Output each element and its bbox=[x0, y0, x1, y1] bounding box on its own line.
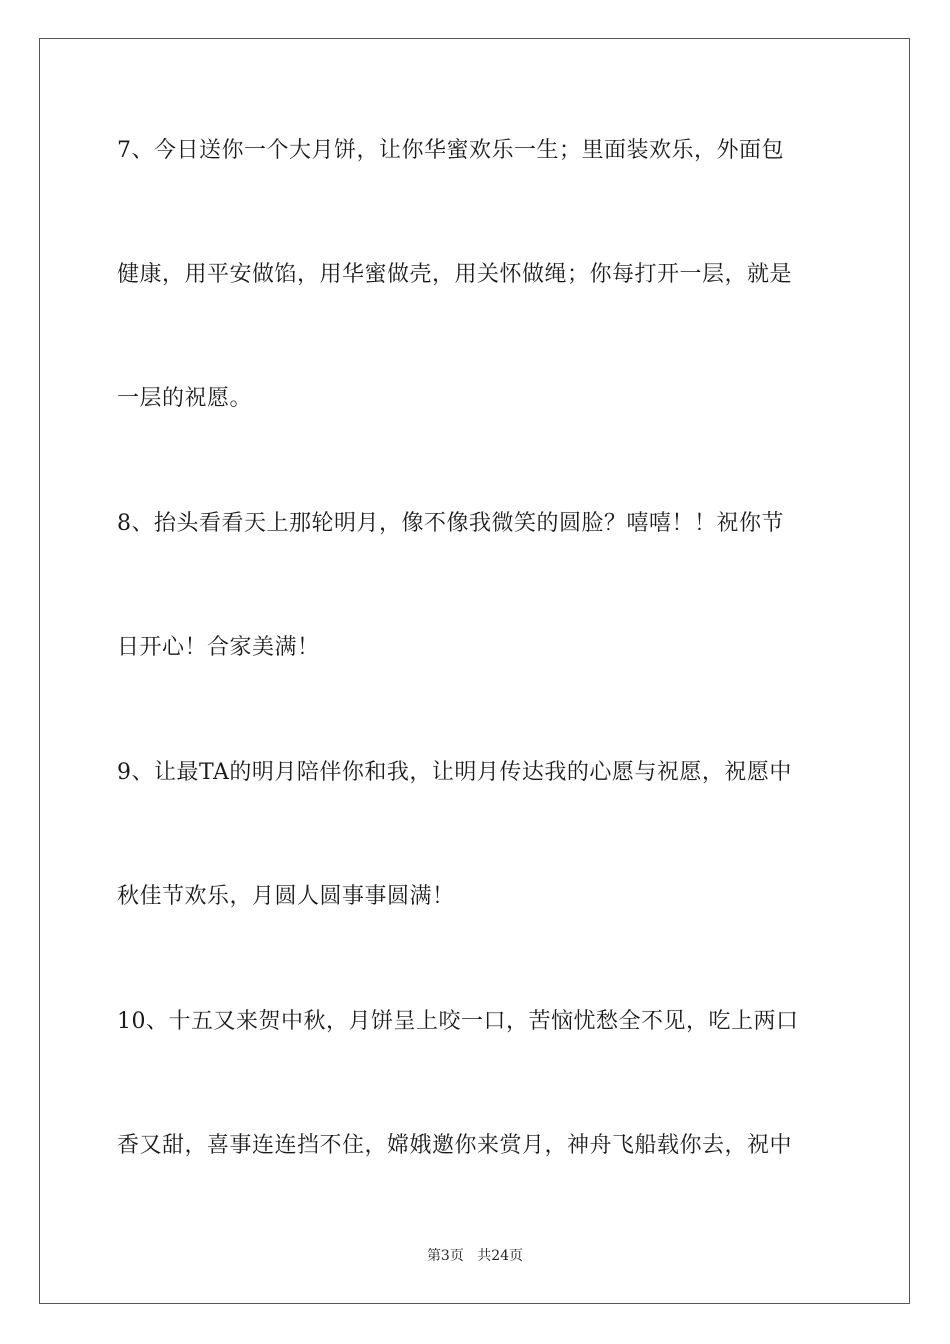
text-line-1: 7、今日送你一个大月饼，让你华蜜欢乐一生；里面装欢乐，外面包 bbox=[117, 138, 784, 163]
text-line-3: 一层的祝愿。 bbox=[117, 386, 253, 411]
page-footer bbox=[0, 1246, 950, 1266]
page-number: 第3页 bbox=[426, 1248, 464, 1264]
text-line-4: 8、抬头看看天上那轮明月，像不像我微笑的圆脸？嘻嘻！！祝你节 bbox=[117, 511, 784, 536]
page-border bbox=[39, 38, 910, 1304]
text-line-9: 香又甜，喜事连连挡不住，嫦娥邀你来赏月，神舟飞船载你去，祝中 bbox=[117, 1133, 793, 1158]
page-total: 共24页 bbox=[477, 1248, 524, 1264]
text-line-6: 9、让最TA的明月陪伴你和我，让明月传达我的心愿与祝愿，祝愿中 bbox=[117, 760, 792, 785]
text-line-5: 日开心！合家美满！ bbox=[117, 635, 320, 660]
text-line-2: 健康，用平安做馅，用华蜜做壳，用关怀做绳；你每打开一层，就是 bbox=[117, 262, 793, 287]
text-line-7: 秋佳节欢乐，月圆人圆事事圆满！ bbox=[117, 884, 455, 909]
text-line-8: 10、十五又来贺中秋，月饼呈上咬一口，苦恼忧愁全不见，吃上两口 bbox=[117, 1009, 799, 1034]
